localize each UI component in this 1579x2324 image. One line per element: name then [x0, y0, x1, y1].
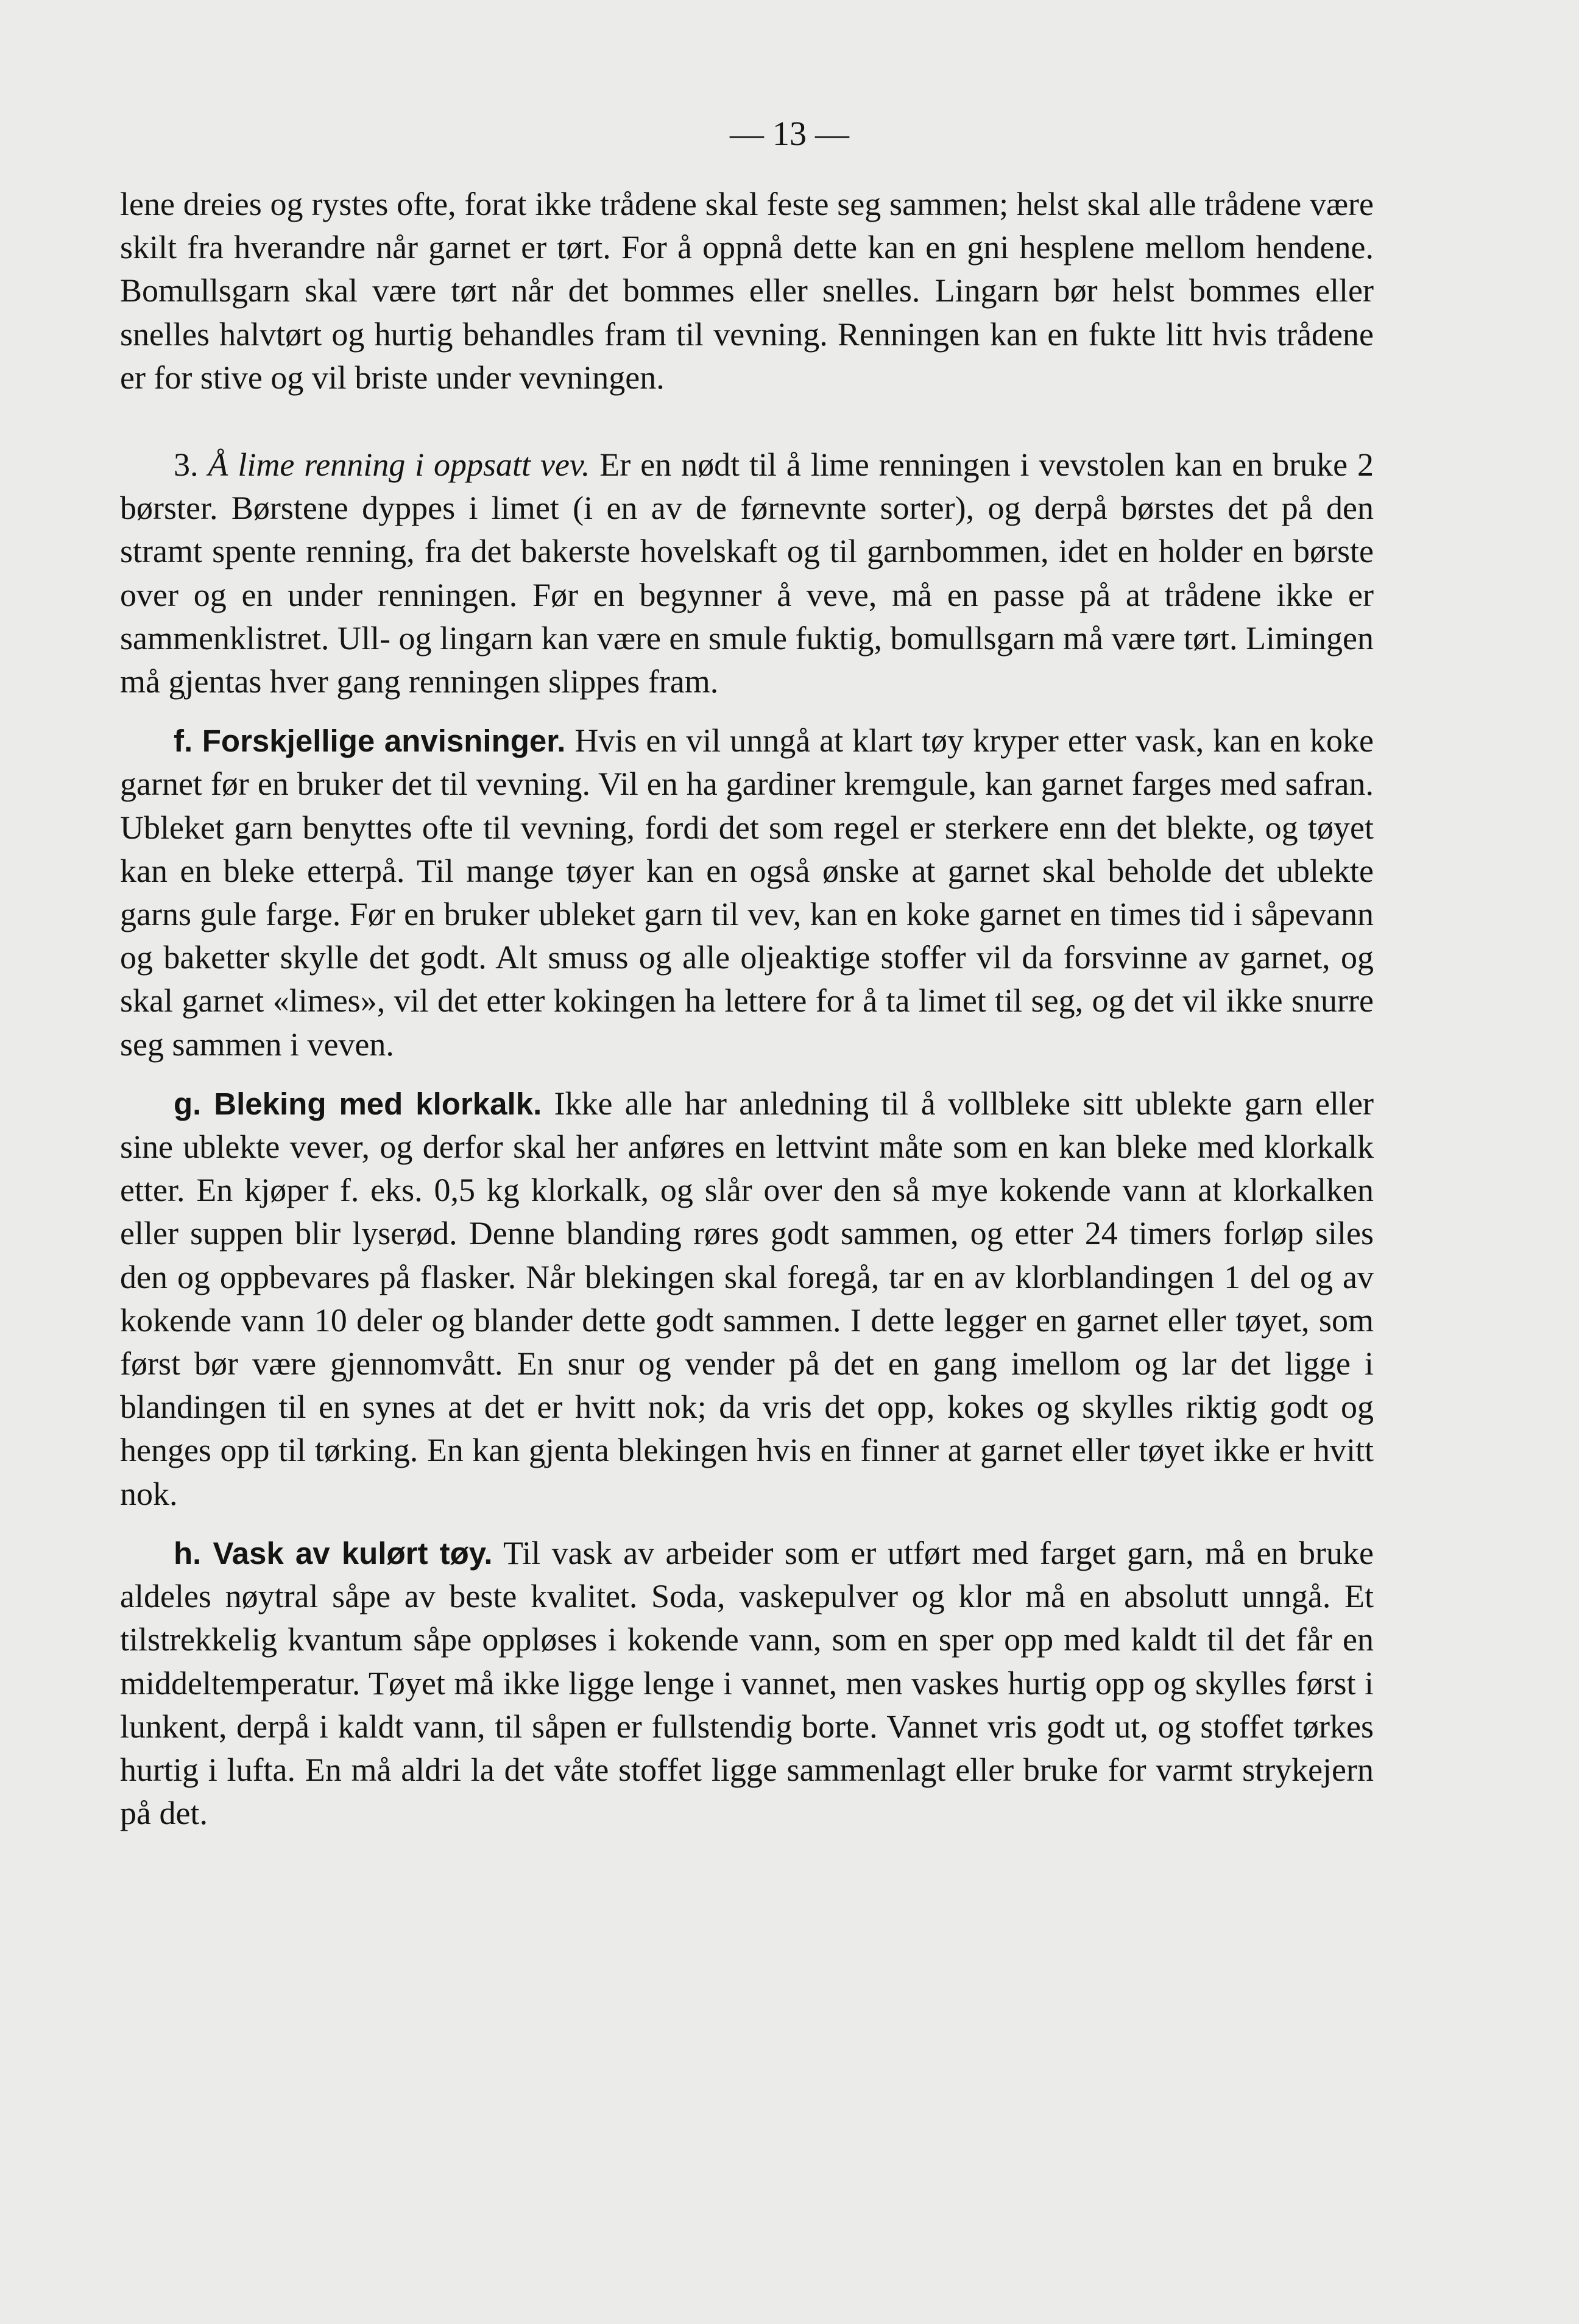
section-body: Til vask av arbeider som er utført med farget garn, må en bruke aldeles nøytral såpe av beste kvalitet. Soda, vaskepulver og klor må en absolutt unngå. Et tilstrekkelig kvantum såpe oppløses i kokende vann, som en sper opp med kaldt til det får en middeltemperatur. Tøyet må ikke ligge lenge i vannet, men vaskes hurtig opp og skylles først i lunkent, derpå i kaldt vann, til såpen er fullstendig borte. Vannet vris godt ut, og stoffet tørkes hurtig i lufta. En må aldri la det våte stoffet ligge sammenlagt eller bruke for varmt strykejern på det.	[120, 1534, 1374, 1832]
paragraph-section-g	[120, 1082, 1374, 1516]
page-number: — 13 —	[730, 115, 849, 153]
paragraph-continuation: lene dreies og rystes ofte, forat ikke trådene skal feste seg sammen; helst skal alle trådene være skilt fra hverandre når garnet er tørt. For å oppnå dette kan en gni hesplene mellom hendene. Bomullsgarn skal være tørt når det bommes eller snelles. Lingarn bør helst bommes eller snelles halvtørt og hurtig behandles fram til vevning. Renningen kan en fukte litt hvis trådene er for stive og vil briste under vevningen.	[120, 186, 1374, 396]
paragraph-section-3	[120, 443, 1374, 703]
section-heading: g. Bleking med klorkalk.	[174, 1086, 542, 1121]
section-heading: Å lime renning i oppsatt vev.	[208, 446, 590, 484]
section-body: Hvis en vil unngå at klart tøy kryper etter vask, kan en koke garnet før en bruker det til vevning. Vil en ha gardiner kremgule, kan garnet farges med safran. Ubleket garn benyttes ofte til vevning, fordi det som regel er sterkere enn det blekte, og tøyet kan en bleke etterpå. Til mange tøyer kan en også ønske at garnet skal beholde det ublekte garns gule farge. Før en bruker ubleket garn til vev, kan en koke garnet en times tid i såpevann og baketter skylle det godt. Alt smuss og alle oljeaktige stoffer vil da forsvinne av garnet, og skal garnet «limes», vil det etter kokingen ha lettere for å ta limet til seg, og det vil ikke snurre seg sammen i veven.	[120, 722, 1374, 1063]
section-heading: h. Vask av kulørt tøy.	[174, 1535, 493, 1571]
paragraph-section-f	[120, 719, 1374, 1066]
section-body: Er en nødt til å lime renningen i vevstolen kan en bruke 2 børster. Børstene dyppes i limet (i en av de førnevnte sorter), og derpå børstes det på den stramt spente renning, fra det bakerste hovelskaft og til garnbommen, idet en holder en børste over og en under renningen. Før en begynner å veve, må en passe på at trådene ikke er sammenklistret. Ull- og lingarn kan være en smule fuktig, bomullsgarn må være tørt. Limingen må gjentas hver gang renningen slippes fram.	[120, 446, 1374, 700]
paragraph-section-h	[120, 1532, 1374, 1835]
section-heading: f. Forskjellige anvisninger.	[174, 724, 566, 759]
section-body: Ikke alle har anledning til å vollbleke sitt ublekte garn eller sine ublekte vever, og derfor skal her anføres en lettvint måte som en kan bleke med klorkalk etter. En kjøper f. eks. 0,5 kg klorkalk, og slår over den så mye kokende vann at klorkalken eller suppen blir lyserød. Denne blanding røres godt sammen, og etter 24 timers forløp siles den og oppbevares på flasker. Når blekingen skal foregå, tar en av klorblandingen 1 del og av kokende vann 10 deler og blander dette godt sammen. I dette legger en garnet eller tøyet, som først bør være gjennomvått. En snur og vender på det en gang imellom og lar det ligge i blandingen til en synes at det er hvitt nok; da vris det opp, kokes og skylles riktig godt og henges opp til tørking. En kan gjenta blekingen hvis en finner at garnet eller tøyet ikke er hvitt nok.	[120, 1085, 1374, 1512]
section-number: 3.	[174, 446, 199, 484]
text-column	[120, 183, 1374, 1835]
